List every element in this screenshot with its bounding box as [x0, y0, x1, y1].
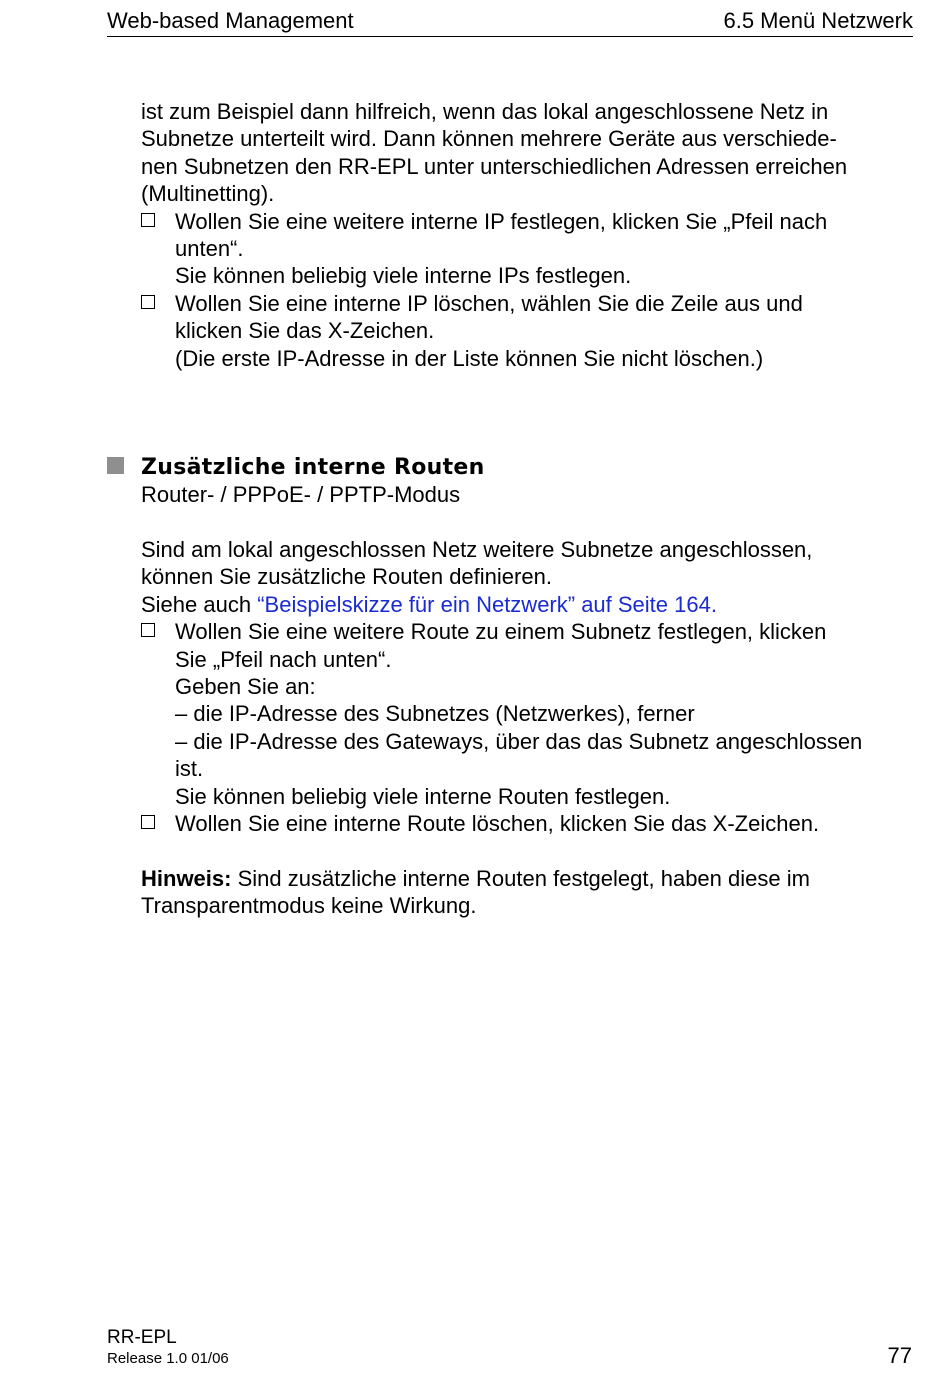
text-line: Geben Sie an:: [175, 674, 316, 700]
see-also-line: [141, 591, 921, 618]
text-line: Sie können beliebig viele interne IPs festlegen.: [175, 263, 632, 289]
text-line: – die IP-Adresse des Gateways, über das das Subnetz angeschlossen: [175, 728, 863, 754]
text-line: nen Subnetzen den RR-EPL unter unterschiedlichen Adressen erreichen: [141, 153, 848, 179]
header-right: 6.5 Menü Netzwerk: [723, 8, 913, 33]
footer: [107, 1327, 229, 1369]
bullet-item: [141, 290, 921, 372]
footer-release: Release 1.0 01/06: [107, 1350, 229, 1367]
text-line: klicken Sie das X-Zeichen.: [175, 318, 435, 344]
section-subtitle: Router- / PPPoE- / PPTP-Modus: [141, 482, 461, 508]
bullet-item: [141, 810, 921, 837]
see-suffix: .: [710, 591, 717, 617]
checkbox-bullet-icon: [141, 295, 155, 309]
text-line: (Die erste IP-Adresse in der Liste können Sie nicht löschen.): [175, 345, 764, 371]
bullet-item: [141, 618, 921, 810]
cross-reference-link[interactable]: “Beispielskizze für ein Netzwerk” auf Seite 164: [257, 591, 711, 617]
text-line: Sie können beliebig viele interne Routen festlegen.: [175, 783, 671, 809]
text-line: Wollen Sie eine interne IP löschen, wählen Sie die Zeile aus und: [175, 290, 803, 316]
checkbox-bullet-icon: [141, 815, 155, 829]
header-left: Web-based Management: [107, 8, 354, 33]
note-line: [141, 865, 921, 892]
text-line: Subnetze unterteilt wird. Dann können mehrere Geräte aus verschiede-: [141, 126, 837, 152]
page-header: [107, 6, 913, 37]
text-line: Sind am lokal angeschlossen Netz weitere Subnetze angeschlossen,: [141, 537, 813, 563]
footer-product: RR-EPL: [107, 1327, 177, 1348]
square-bullet-icon: [107, 457, 124, 474]
text-line: ist zum Beispiel dann hilfreich, wenn das lokal angeschlossene Netz in: [141, 99, 829, 124]
text-line: können Sie zusätzliche Routen definieren.: [141, 564, 552, 590]
see-prefix: Siehe auch: [141, 591, 258, 617]
page-number: 77: [887, 1343, 912, 1368]
text-line: Wollen Sie eine weitere interne IP festlegen, klicken Sie „Pfeil nach: [175, 208, 828, 234]
checkbox-bullet-icon: [141, 213, 155, 227]
bullet-item: [141, 208, 921, 290]
text-line: unten“.: [175, 235, 244, 261]
section-heading: [141, 454, 921, 481]
note-label: Hinweis:: [141, 865, 232, 891]
page-content: [141, 98, 921, 920]
text-line: (Multinetting).: [141, 181, 275, 207]
note-text: Sind zusätzliche interne Routen festgelegt, haben diese im: [231, 865, 810, 891]
section-title: Zusätzliche interne Routen: [141, 454, 485, 480]
text-line: Sie „Pfeil nach unten“.: [175, 646, 392, 672]
text-line: Wollen Sie eine interne Route löschen, klicken Sie das X-Zeichen.: [175, 810, 820, 836]
text-line: ist.: [175, 756, 204, 782]
checkbox-bullet-icon: [141, 623, 155, 637]
text-line: Wollen Sie eine weitere Route zu einem Subnetz festlegen, klicken: [175, 619, 827, 645]
text-line: – die IP-Adresse des Subnetzes (Netzwerkes), ferner: [175, 701, 695, 727]
note-line: Transparentmodus keine Wirkung.: [141, 893, 477, 919]
